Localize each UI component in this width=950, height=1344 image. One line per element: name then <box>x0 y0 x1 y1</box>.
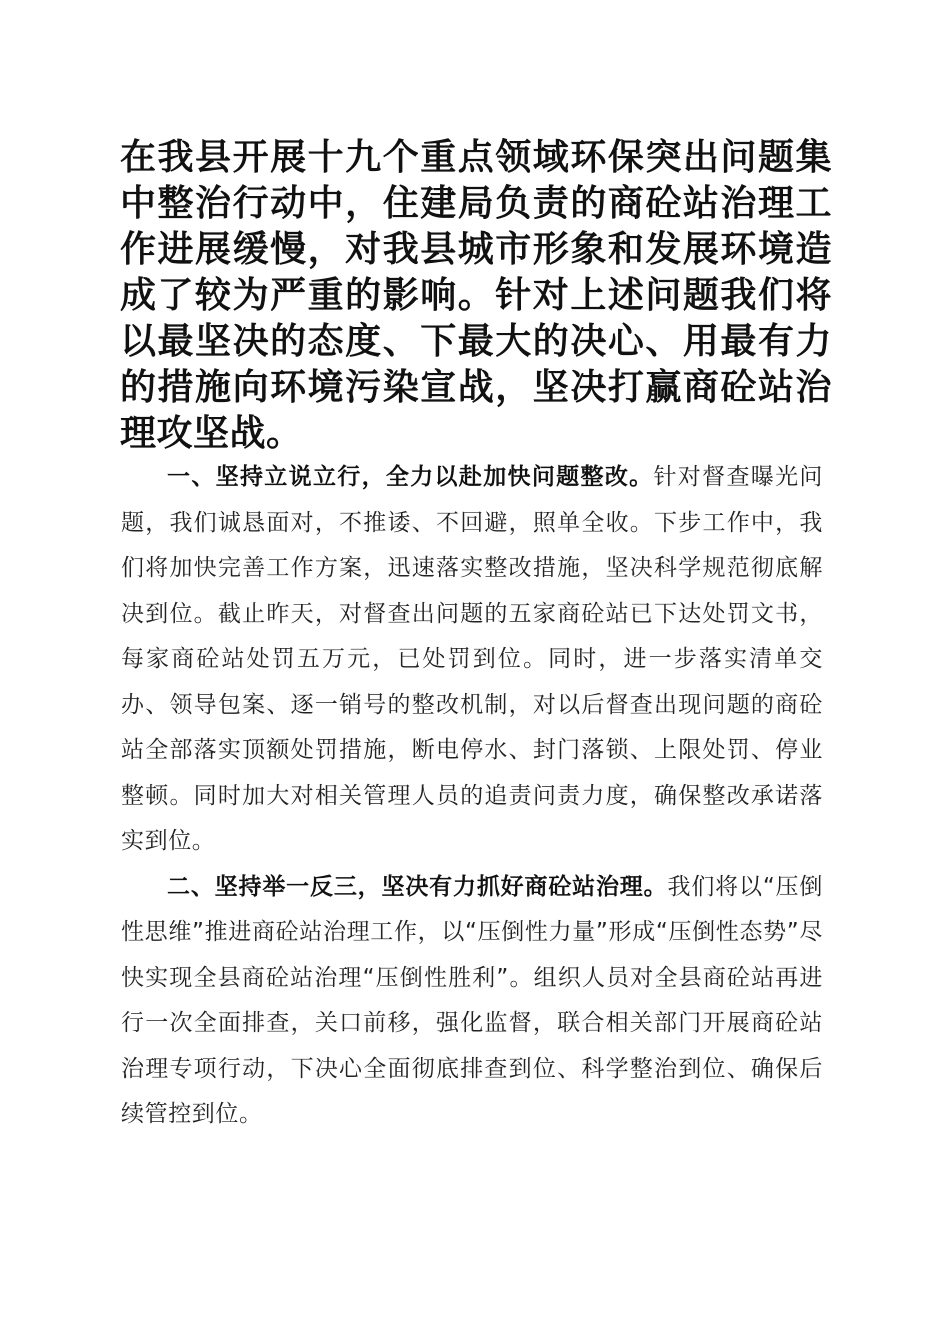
document-headline: 在我县开展十九个重点领域环保突出问题集中整治行动中，住建局负责的商砼站治理工作进展缓慢，对我县城市形象和发展环境造成了较为严重的影响。针对上述问题我们将以最坚决的态度、下最大的决心、用最有力的措施向环境污染宣战，坚决打赢商砼站治理攻坚战。 <box>120 136 832 454</box>
section-text-2: 我们将以“压倒性思维”推进商砼站治理工作，以“压倒性力量”形成“压倒性态势”尽快实现全县商砼站治理“压倒性胜利”。组织人员对全县商砼站再进行一次全面排查，关口前移，强化监督，联合相关部门开展商砼站治理专项行动，下决心全面彻底排查到位、科学整治到位、确保后续管控到位。 <box>121 873 823 1127</box>
section-paragraph-2 <box>121 865 823 1138</box>
section-paragraph-1 <box>121 455 823 865</box>
section-heading-1: 一、坚持立说立行，全力以赴加快问题整改。 <box>167 464 654 490</box>
document-body <box>121 455 823 1138</box>
section-heading-2: 二、坚持举一反三，坚决有力抓好商砼站治理。 <box>167 873 668 900</box>
section-text-1: 针对督查曝光问题，我们诚恳面对，不推诿、不回避，照单全收。下步工作中，我们将加快完善工作方案，迅速落实整改措施，坚决科学规范彻底解决到位。截止昨天，对督查出问题的五家商砼站已下达处罚文书，每家商砼站处罚五万元，已处罚到位。同时，进一步落实清单交办、领导包案、逐一销号的整改机制，对以后督查出现问题的商砼站全部落实顶额处罚措施，断电停水、封门落锁、上限处罚、停业整顿。同时加大对相关管理人员的追责问责力度，确保整改承诺落实到位。 <box>121 464 824 854</box>
